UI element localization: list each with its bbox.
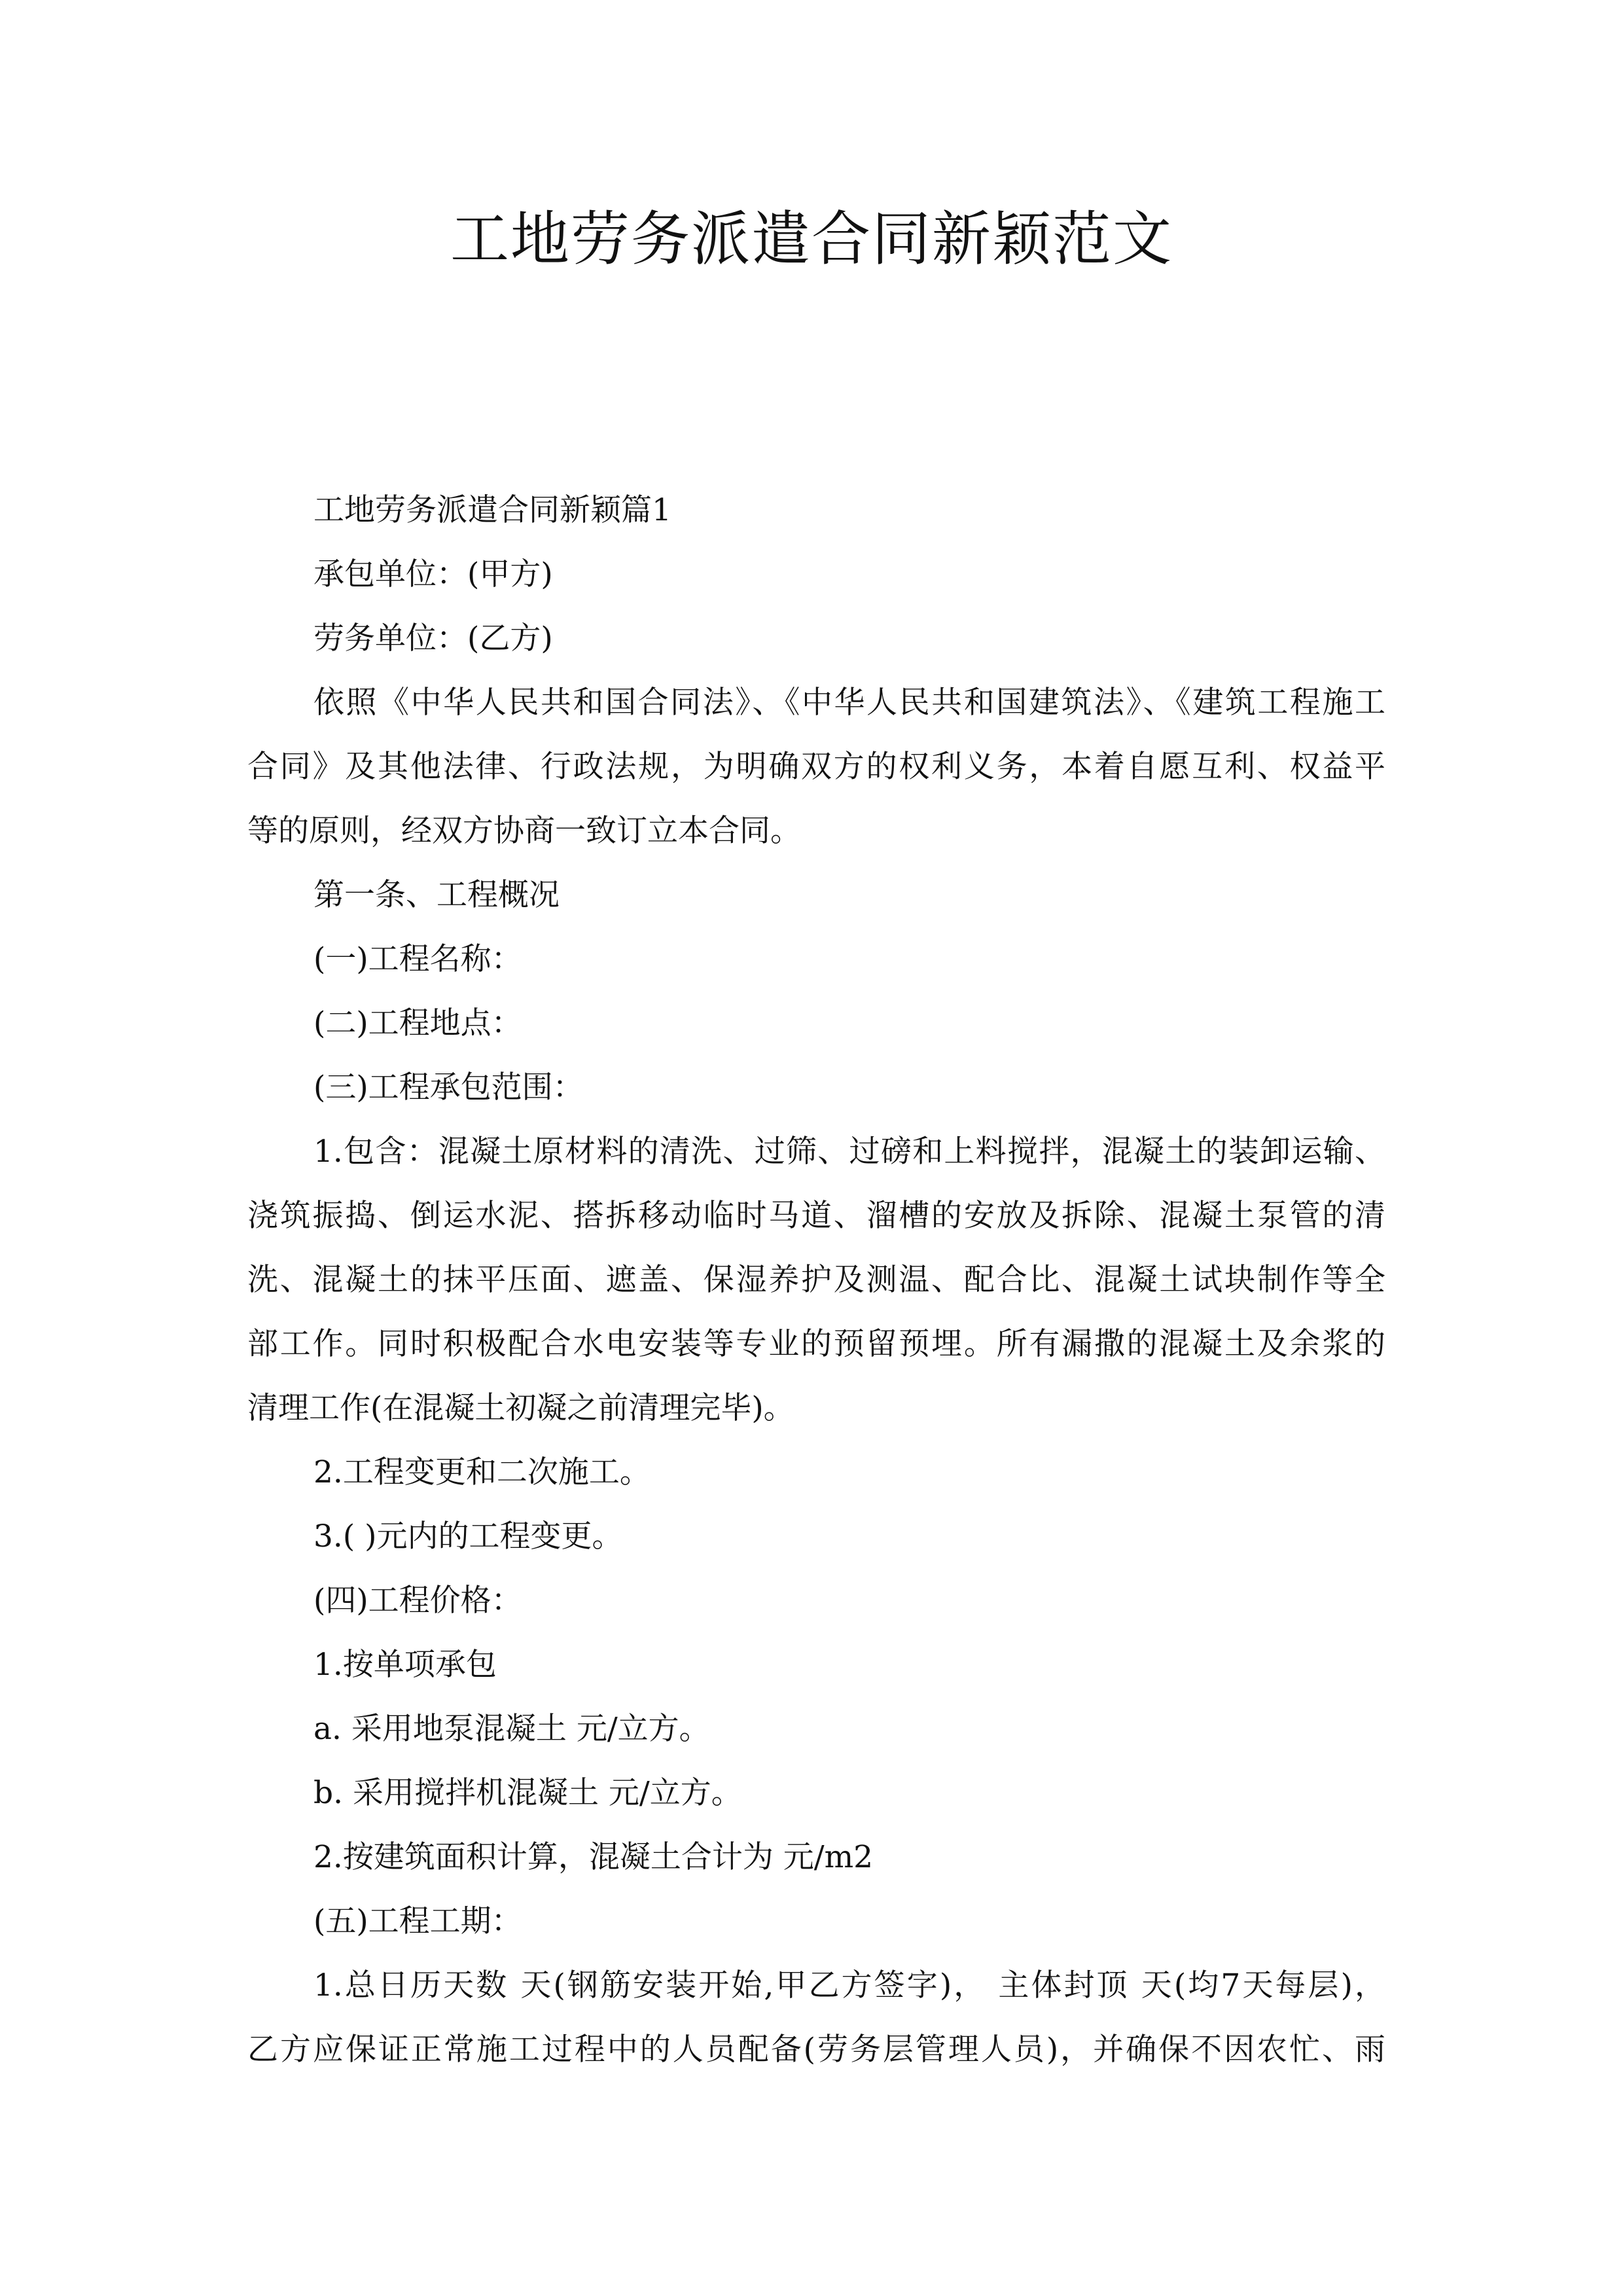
text-line: (五)工程工期：: [313, 1903, 522, 1939]
text-line: (四)工程价格：: [313, 1583, 522, 1619]
text-line: (一)工程名称：: [313, 941, 522, 977]
text-line: 3.( )元内的工程变更。: [313, 1518, 623, 1554]
text-line: b. 采用搅拌机混凝土 元/立方。: [313, 1775, 742, 1811]
text-line: 1.按单项承包: [313, 1647, 497, 1683]
text-line: 工地劳务派遣合同新颖篇1: [313, 492, 671, 528]
text-line: 第一条、工程概况: [313, 877, 560, 913]
text-line: 等的原则，经双方协商一致订立本合同。: [247, 813, 801, 849]
text-line: (三)工程承包范围：: [313, 1069, 584, 1105]
text-line: (二)工程地点：: [313, 1005, 522, 1041]
text-line: 部工作。同时积极配合水电安装等专业的预留预埋。所有漏撒的混凝土及余浆的: [247, 1326, 1385, 1362]
text-line: 依照《中华人民共和国合同法》、《中华人民共和国建筑法》、《建筑工程施工: [313, 685, 1385, 721]
text-line: 劳务单位：(乙方): [313, 620, 553, 656]
text-line: 2.工程变更和二次施工。: [313, 1454, 651, 1490]
text-line: 2.按建筑面积计算，混凝土合计为 元/m2: [313, 1839, 874, 1875]
document-title: 工地劳务派遣合同新颖范文: [450, 205, 1173, 274]
text-line: 承包单位：(甲方): [313, 556, 553, 592]
text-line: a. 采用地泵混凝土 元/立方。: [313, 1711, 710, 1747]
text-line: 1.总日历天数 天(钢筋安装开始,甲乙方签字)， 主体封顶 天(均7天每层)，: [313, 1967, 1385, 2003]
text-line: 浇筑振捣、倒运水泥、搭拆移动临时马道、溜槽的安放及拆除、混凝土泵管的清: [247, 1198, 1385, 1234]
text-line: 洗、混凝土的抹平压面、遮盖、保湿养护及测温、配合比、混凝土试块制作等全: [247, 1262, 1385, 1298]
text-line: 乙方应保证正常施工过程中的人员配备(劳务层管理人员)，并确保不因农忙、雨: [247, 2032, 1385, 2068]
text-line: 合同》及其他法律、行政法规，为明确双方的权利义务，本着自愿互利、权益平: [247, 749, 1385, 785]
text-line: 1.包含：混凝土原材料的清洗、过筛、过磅和上料搅拌，混凝土的装卸运输、: [313, 1134, 1385, 1170]
document-body: [247, 478, 1385, 2082]
text-line: 清理工作(在混凝土初凝之前清理完毕)。: [247, 1390, 794, 1426]
